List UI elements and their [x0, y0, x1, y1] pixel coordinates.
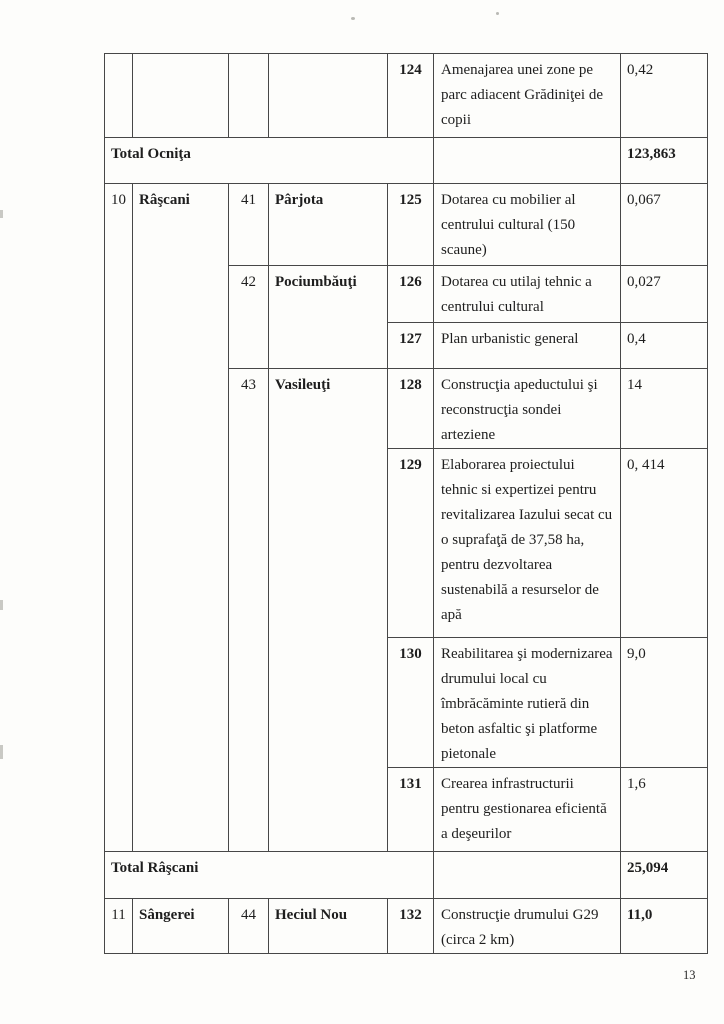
project-no: 124: [388, 54, 434, 138]
project-value: 0,4: [621, 323, 708, 369]
page-number: 13: [683, 968, 696, 982]
scan-speckle: [496, 12, 499, 15]
project-description: Dotarea cu utilaj tehnic a centrului cultural: [434, 266, 621, 323]
project-value: 0,067: [621, 184, 708, 266]
project-value: 1,6: [621, 768, 708, 852]
district-no-cell: [105, 54, 133, 138]
project-description: Amenajarea unei zone pe parc adiacent Grădiniţei de copii: [434, 54, 621, 138]
project-value: 0,42: [621, 54, 708, 138]
project-description: Crearea infrastructurii pentru gestionarea eficientă a deşeurilor: [434, 768, 621, 852]
village-no-cell: [229, 54, 269, 138]
project-no: 128: [388, 369, 434, 449]
district-name: Râşcani: [133, 184, 229, 852]
village-no: 42: [229, 266, 269, 369]
village-name: Vasileuţi: [269, 369, 388, 852]
village-no: 44: [229, 899, 269, 954]
village-name: Pârjota: [269, 184, 388, 266]
scan-edge-artifact: [0, 600, 3, 610]
total-row: [105, 138, 708, 184]
project-description: Plan urbanistic general: [434, 323, 621, 369]
projects-table: [104, 53, 708, 954]
project-no: 125: [388, 184, 434, 266]
total-label: Total Râşcani: [105, 852, 434, 899]
scan-edge-artifact: [0, 745, 3, 759]
empty-cell: [434, 852, 621, 899]
district-no: 10: [105, 184, 133, 852]
total-value: 123,863: [621, 138, 708, 184]
table-row: [105, 54, 708, 138]
project-value: 11,0: [621, 899, 708, 954]
project-no: 130: [388, 638, 434, 768]
project-description: Elaborarea proiectului tehnic si expertizei pentru revitalizarea Iazului secat cu o suprafaţă de 37,58 ha, pentru dezvoltarea sustenabilă a resurselor de apă: [434, 449, 621, 638]
village-name-cell: [269, 54, 388, 138]
scan-speckle: [351, 17, 355, 20]
village-no: 41: [229, 184, 269, 266]
total-row: [105, 852, 708, 899]
project-description: Dotarea cu mobilier al centrului cultural (150 scaune): [434, 184, 621, 266]
project-no: 132: [388, 899, 434, 954]
district-no: 11: [105, 899, 133, 954]
village-name: Pociumbăuţi: [269, 266, 388, 369]
project-description: Reabilitarea şi modernizarea drumului local cu îmbrăcăminte rutieră din beton asfaltic şi platforme pietonale: [434, 638, 621, 768]
table-row: [105, 184, 708, 266]
project-value: 0, 414: [621, 449, 708, 638]
project-description: Construcţia apeductului şi reconstrucţia sondei arteziene: [434, 369, 621, 449]
project-no: 126: [388, 266, 434, 323]
total-label: Total Ocniţa: [105, 138, 434, 184]
project-value: 0,027: [621, 266, 708, 323]
project-no: 131: [388, 768, 434, 852]
district-name: Sângerei: [133, 899, 229, 954]
village-name: Heciul Nou: [269, 899, 388, 954]
scan-edge-artifact: [0, 210, 3, 218]
project-no: 127: [388, 323, 434, 369]
total-value: 25,094: [621, 852, 708, 899]
project-description: Construcţie drumului G29 (circa 2 km): [434, 899, 621, 954]
project-value: 9,0: [621, 638, 708, 768]
table-row: [105, 899, 708, 954]
district-name-cell: [133, 54, 229, 138]
village-no: 43: [229, 369, 269, 852]
project-no: 129: [388, 449, 434, 638]
empty-cell: [434, 138, 621, 184]
project-value: 14: [621, 369, 708, 449]
